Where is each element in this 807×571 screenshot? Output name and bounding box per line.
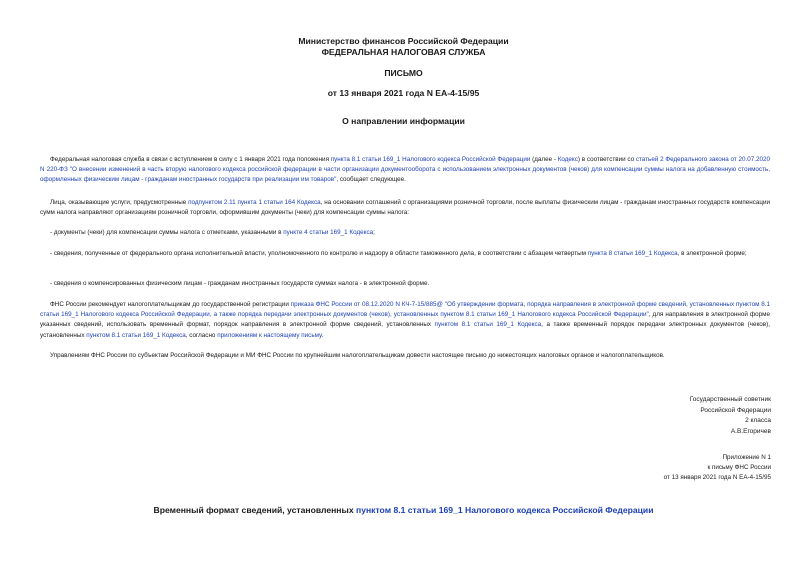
link-appendices[interactable]: приложениям к настоящему письму [217, 331, 322, 339]
paragraph-4: - сведения, полученные от федерального органа исполнительной власти, уполномоченного по контролю и надзору в области таможенного дела, в соответствии с абзацем четвертым пункта 8 статьи 169_1 Кодекса, в электронной форме; [50, 250, 747, 257]
link-8-1-169-1-b[interactable]: пунктом 8.1 статьи 169_1 Кодекса [86, 331, 186, 339]
paragraph-5: - сведения о компенсированных физическим лицам - гражданам иностранных государств суммах налога - в электронной форме. [50, 280, 430, 287]
paragraph-2: Лица, оказывающие услуги, предусмотренные подпунктом 2.11 пункта 1 статьи 164 Кодекса, на основании соглашений с организациями розничной торговли, после выплаты физическим лицам - гражданам иностранных государств компенсации сумм налога направляют организациям розничной торговли, оформившим документы (чеки) для компенсации суммы налога: [40, 199, 770, 217]
paragraph-6: ФНС России рекомендует налогоплательщикам до государственной регистрации приказа ФНС России от 08.12.2020 N КЧ-7-15/885@ "Об утверждении формата, порядка направления в электронной форме сведений, установленных пунктом 8.1 статьи 169_1 Налогового кодекса Российской Федерации, а также порядка передачи электронных документов (чеков), установленных пунктом 8.1 статьи 169_1 Налогового кодекса Российской Федерации", для направления в электронной форме указанных сведений, использовать временный формат, порядок направления в электронной форме сведений, установленных пунктом 8.1 статьи 169_1 Кодекса, а также временный порядок передачи электронных документов (чеков), установленных пунктом 8.1 статьи 169_1 Кодекса, согласно приложениям к настоящему письму. [40, 301, 770, 339]
link-4-169-1[interactable]: пункте 4 статьи 169_1 Кодекса [283, 229, 374, 236]
attachment-line-2: к письму ФНС России [707, 464, 771, 471]
attachment-line-1: Приложение N 1 [722, 454, 771, 461]
paragraph-1: Федеральная налоговая служба в связи с вступлением в силу с 1 января 2021 года положения пункта 8.1 статьи 169_1 Налогового кодекса Российской Федерации (далее - Кодекс) в соответствии со статьей 2 Федерального закона от 20.07.2020 N 220-ФЗ "О внесении изменений в часть вторую налогового кодекса российской федерации в части организации документооборота с использованием электронных документов (чеков) для компенсации суммы налога на добавленную стоимость, оформленных физическим лицам - гражданам иностранных государств при реализации им товаров", сообщает следующее. [40, 156, 770, 184]
link-tax-code-8-1-169-1[interactable]: пункта 8.1 статьи 169_1 Налогового кодекса Российской Федерации [330, 156, 531, 163]
format-title: Временный формат сведений, установленных пунктом 8.1 статьи 169_1 Налогового кодекса Российской Федерации [153, 505, 654, 515]
signature-name: А.В.Егоричев [730, 427, 771, 435]
signature-line-2: Российской Федерации [700, 406, 771, 414]
paragraph-3: - документы (чеки) для компенсации суммы налога с отметками, указанными в пункте 4 статьи 169_1 Кодекса; [50, 229, 375, 236]
header-service: ФЕДЕРАЛЬНАЯ НАЛОГОВАЯ СЛУЖБА [321, 47, 486, 57]
header-ministry: Министерство финансов Российской Федерации [298, 36, 509, 46]
link-8-169-1[interactable]: пункта 8 статьи 169_1 Кодекса [587, 250, 678, 257]
link-2-11-164[interactable]: подпунктом 2.11 пункта 1 статьи 164 Кодекса [188, 199, 321, 206]
link-code[interactable]: Кодекс [557, 156, 578, 163]
link-8-1-169-1-a[interactable]: пунктом 8.1 статьи 169_1 Кодекса [434, 321, 542, 329]
link-format-8-1-169-1[interactable]: пунктом 8.1 статьи 169_1 Налогового кодекса Российской Федерации [356, 505, 654, 515]
signature-block [571, 395, 771, 437]
document-type: ПИСЬМО [384, 68, 423, 78]
document-date-number: от 13 января 2021 года N ЕА-4-15/95 [327, 88, 480, 98]
paragraph-7: Управлениям ФНС России по субъектам Российской Федерации и МИ ФНС России по крупнейшим налогоплательщикам довести настоящее письмо до нижестоящих налоговых органов и налогоплательщиков. [50, 352, 665, 359]
signature-line-3: 2 класса [745, 417, 771, 424]
link-federal-law-220[interactable]: статьей 2 Федерального закона от 20.07.2020 N 220-ФЗ "О внесении изменений в часть вторую налогового кодекса российской федерации в части организации документооборота с использованием электронных документов (чеков) для компенсации суммы налога на добавленную стоимость, оформленных физическим лицам - гражданам иностранных государств при реализации им товаров" [40, 156, 770, 184]
link-order-kch-7-15-885[interactable]: приказа ФНС России от 08.12.2020 N КЧ-7-15/885@ "Об утверждении формата, порядка направления в электронной форме сведений, установленных пунктом 8.1 статьи 169_1 Налогового кодекса Российской Федерации, а также порядка передачи электронных документов (чеков), установленных пунктом 8.1 статьи 169_1 Налогового кодекса Российской Федерации" [40, 301, 770, 319]
signature-line-1: Государственный советник [689, 396, 771, 403]
attachment-block [571, 453, 771, 483]
attachment-line-3: от 13 января 2021 года N ЕА-4-15/95 [663, 474, 771, 481]
document-subject: О направлении информации [342, 116, 465, 126]
